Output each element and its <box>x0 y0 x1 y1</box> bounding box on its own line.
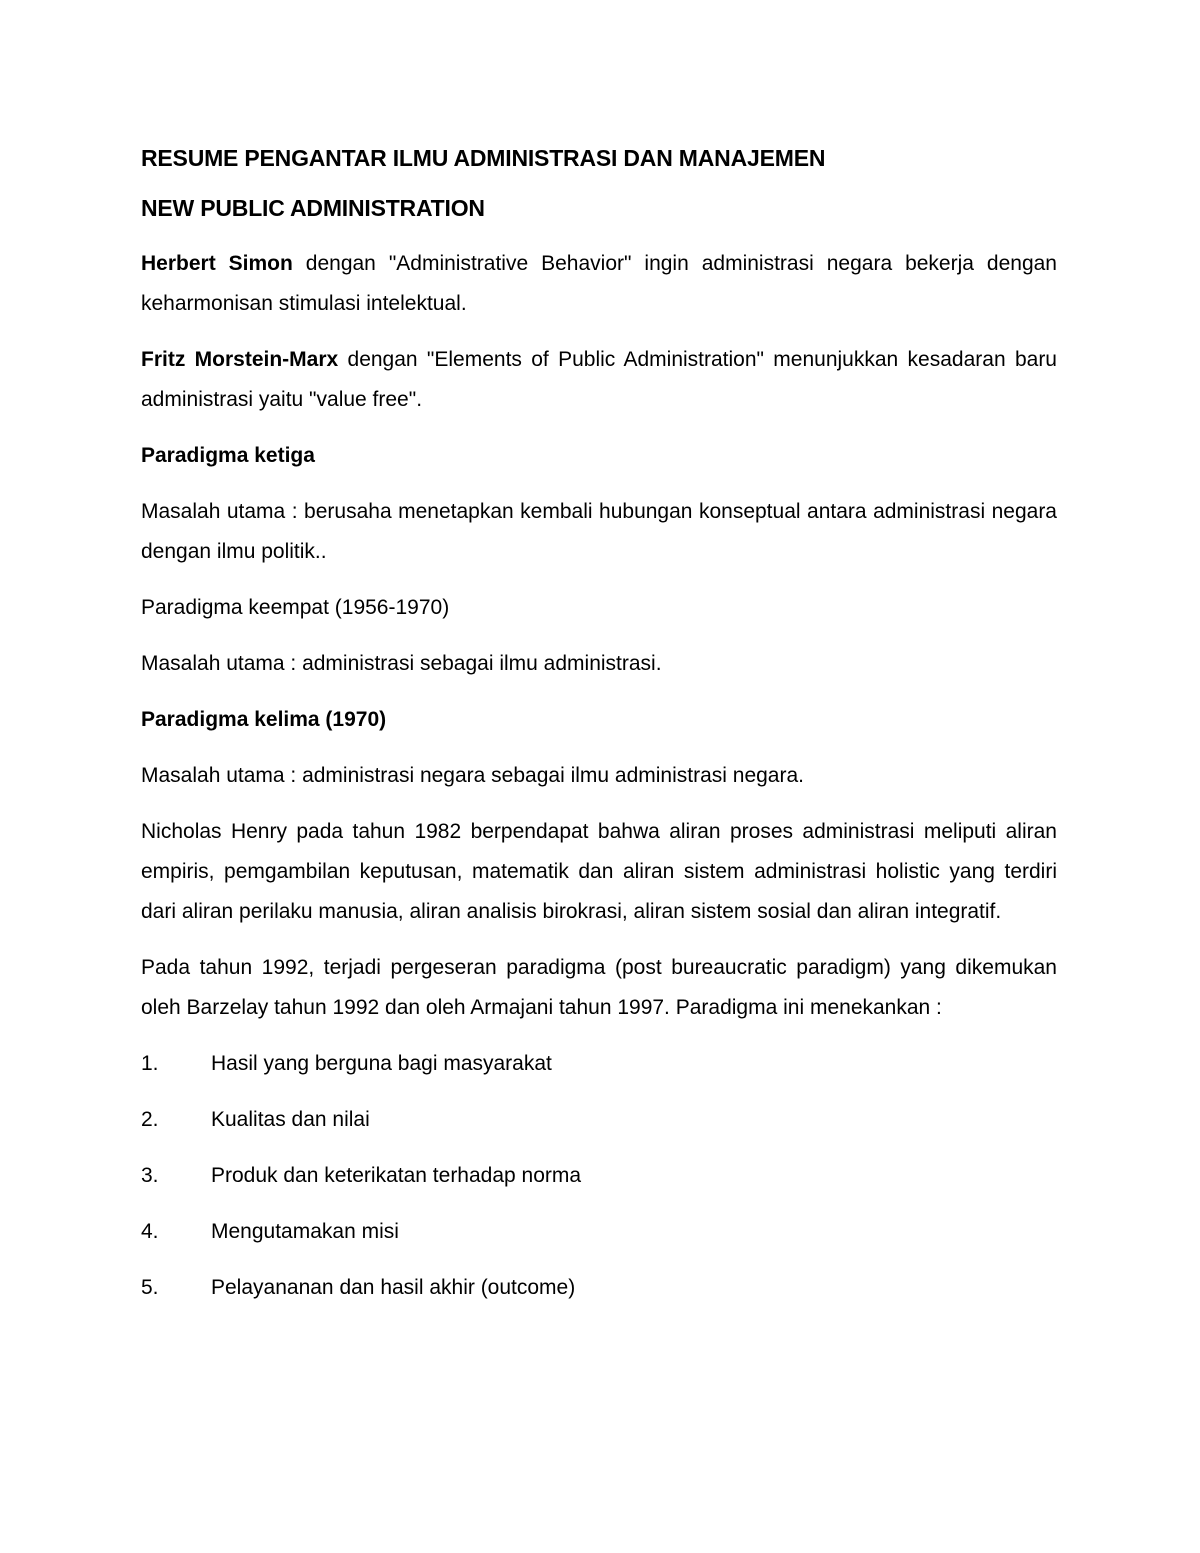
paragraph-paradigma-ketiga: Masalah utama : berusaha menetapkan kembali hubungan konseptual antara administrasi negara dengan ilmu politik.. <box>141 500 1057 563</box>
paradigm-emphasis-list <box>141 1044 1057 1308</box>
heading-paradigma-kelima: Paradigma kelima (1970) <box>141 708 387 731</box>
list-item <box>141 1156 1057 1196</box>
list-item <box>141 1268 1057 1308</box>
paragraph-paradigma-keempat: Masalah utama : administrasi sebagai ilmu administrasi. <box>141 652 662 675</box>
list-item-text: Mengutamakan misi <box>211 1220 399 1243</box>
paragraph-herbert-simon-text: dengan "Administrative Behavior" ingin administrasi negara bekerja dengan keharmonisan stimulasi intelektual. <box>141 252 1057 315</box>
list-item-number: 5. <box>141 1276 159 1299</box>
paragraph-fritz-morstein-marx-text: dengan "Elements of Public Administration" menunjukkan kesadaran baru administrasi yaitu "value free". <box>141 348 1057 411</box>
document-page <box>141 138 1057 1324</box>
document-title: RESUME PENGANTAR ILMU ADMINISTRASI DAN MANAJEMEN <box>141 145 826 171</box>
paragraph-fritz-morstein-marx <box>141 340 1057 420</box>
paragraph-paradigma-kelima: Masalah utama : administrasi negara sebagai ilmu administrasi negara. <box>141 764 804 787</box>
list-item-text: Pelayananan dan hasil akhir (outcome) <box>211 1276 576 1299</box>
paragraph-nicholas-henry: Nicholas Henry pada tahun 1982 berpendapat bahwa aliran proses administrasi meliputi aliran empiris, pemgambilan keputusan, matematik dan aliran sistem administrasi holistic yang terdiri dari aliran perilaku manusia, aliran analisis birokrasi, aliran sistem sosial dan aliran integratif. <box>141 820 1057 923</box>
paragraph-herbert-simon <box>141 244 1057 324</box>
list-item-text: Produk dan keterikatan terhadap norma <box>211 1164 582 1187</box>
list-item-number: 1. <box>141 1052 159 1075</box>
heading-paradigma-ketiga: Paradigma ketiga <box>141 444 315 467</box>
paragraph-post-bureaucratic: Pada tahun 1992, terjadi pergeseran paradigma (post bureaucratic paradigm) yang dikemukan oleh Barzelay tahun 1992 dan oleh Armajani tahun 1997. Paradigma ini menekankan : <box>141 956 1057 1019</box>
heading-paradigma-keempat: Paradigma keempat (1956-1970) <box>141 596 450 619</box>
list-item-text: Hasil yang berguna bagi masyarakat <box>211 1052 552 1075</box>
document-subtitle: NEW PUBLIC ADMINISTRATION <box>141 195 485 221</box>
list-item <box>141 1100 1057 1140</box>
list-item-number: 4. <box>141 1220 159 1243</box>
list-item-text: Kualitas dan nilai <box>211 1108 370 1131</box>
list-item <box>141 1044 1057 1084</box>
list-item-number: 2. <box>141 1108 159 1131</box>
list-item <box>141 1212 1057 1252</box>
list-item-number: 3. <box>141 1164 159 1187</box>
name-fritz-morstein-marx: Fritz Morstein-Marx <box>141 348 339 371</box>
name-herbert-simon: Herbert Simon <box>141 252 293 275</box>
